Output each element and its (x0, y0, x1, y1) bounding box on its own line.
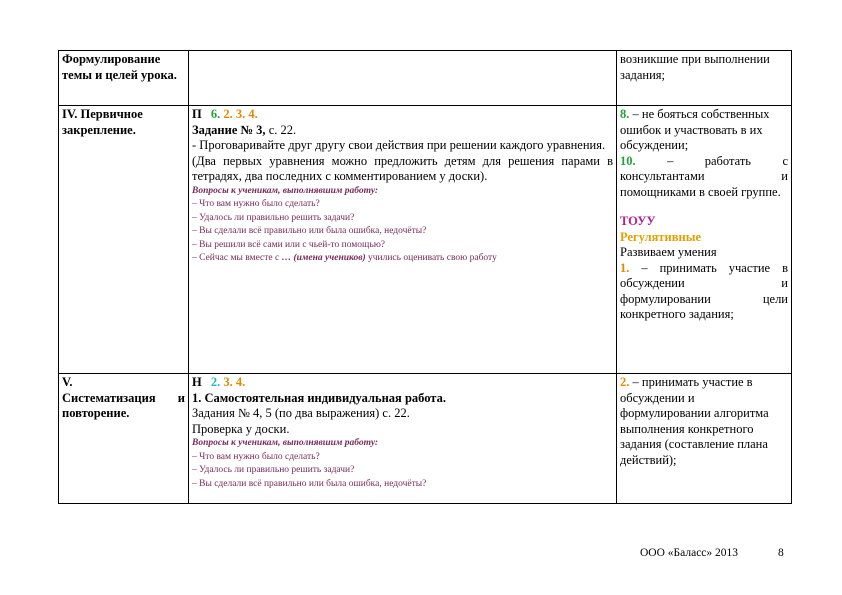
table-row (59, 51, 792, 106)
instruction-text: Проверка у доски. (192, 421, 290, 436)
question-item: – Удалось ли правильно решить задачи? (192, 465, 355, 475)
marker-num: 2. (210, 375, 221, 389)
footer-company: ООО «Баласс» 2013 (640, 547, 739, 559)
question-item: – Сейчас мы вместе с … (имена учеников) учились оценивать свою работу (192, 253, 497, 263)
stage-number: V. (62, 375, 73, 389)
stage-title: Формулирование темы и целей урока. (62, 52, 177, 82)
stage-title: Систематизация и повторение. (62, 390, 185, 420)
marker-letter: Н (192, 375, 202, 389)
marker-num: 4. (235, 375, 246, 389)
uud-cell (617, 374, 792, 504)
question-item: – Удалось ли правильно решить задачи? (192, 212, 355, 223)
uud-group-title: ТОУУ (620, 214, 656, 228)
stage-cell (59, 374, 189, 504)
questions-header: Вопросы к ученикам, выполнявшим работу: (192, 185, 379, 196)
page-number: 8 (778, 547, 784, 559)
instruction-text: - Проговаривайте друг другу свои действия при решении каждого уравнения. (192, 138, 606, 152)
lesson-table (58, 50, 792, 504)
stage-title: IV. Первичное закрепление. (62, 107, 143, 137)
marker-letter: П (192, 107, 202, 121)
uud-cell (617, 106, 792, 374)
stage-cell (59, 106, 189, 374)
uud-subtitle: Развиваем умения (620, 245, 717, 259)
marker-num: 3. (235, 107, 246, 121)
uud-cell (617, 51, 792, 106)
uud-markers (192, 107, 613, 123)
instruction-text: Задания № 4, 5 (по два выражения) с. 22. (192, 406, 410, 420)
marker-num: 3. (223, 375, 233, 389)
question-item: – Что вам нужно было сделать? (192, 199, 320, 209)
uud-item: 10. – работать с консультантами и помощниками в своей группе. (620, 153, 788, 199)
uud-item: 1. – принимать участие в обсуждении и формулировании цели конкретного задания; (620, 260, 788, 321)
stage-cell (59, 51, 189, 106)
content-cell (189, 51, 617, 106)
table-row (59, 106, 792, 374)
question-item: – Что вам нужно было сделать? (192, 451, 320, 462)
marker-num: 6. (210, 107, 221, 121)
question-item: – Вы сделали всё правильно или была ошибка, недочёты? (192, 226, 427, 236)
marker-num: 4. (248, 107, 258, 121)
content-cell (189, 106, 617, 374)
task-title: 1. Самостоятельная индивидуальная работа. (192, 390, 446, 405)
marker-num: 2. (223, 107, 233, 121)
uud-text: возникшие при выполнении задания; (620, 52, 770, 82)
uud-item: 2. – принимать участие в обсуждении и формулировании алгоритма выполнения конкретного задания (составление плана действий); (620, 375, 769, 467)
table-row (59, 374, 792, 504)
question-item: – Вы сделали всё правильно или была ошибка, недочёты? (192, 478, 427, 489)
task-title: Задание № 3, с. 22. (192, 122, 297, 137)
uud-category: Регулятивные (620, 229, 702, 244)
questions-header: Вопросы к ученикам, выполнявшим работу: (192, 438, 379, 448)
instruction-text: (Два первых уравнения можно предложить детям для решения парами в тетрадях, два последних с комментированием у доски). (192, 153, 613, 183)
uud-markers (192, 375, 613, 391)
question-item: – Вы решили всё сами или с чьей-то помощью? (192, 239, 386, 250)
content-cell (189, 374, 617, 504)
uud-item: 8. – не бояться собственных ошибок и участвовать в их обсуждении; (620, 107, 770, 152)
